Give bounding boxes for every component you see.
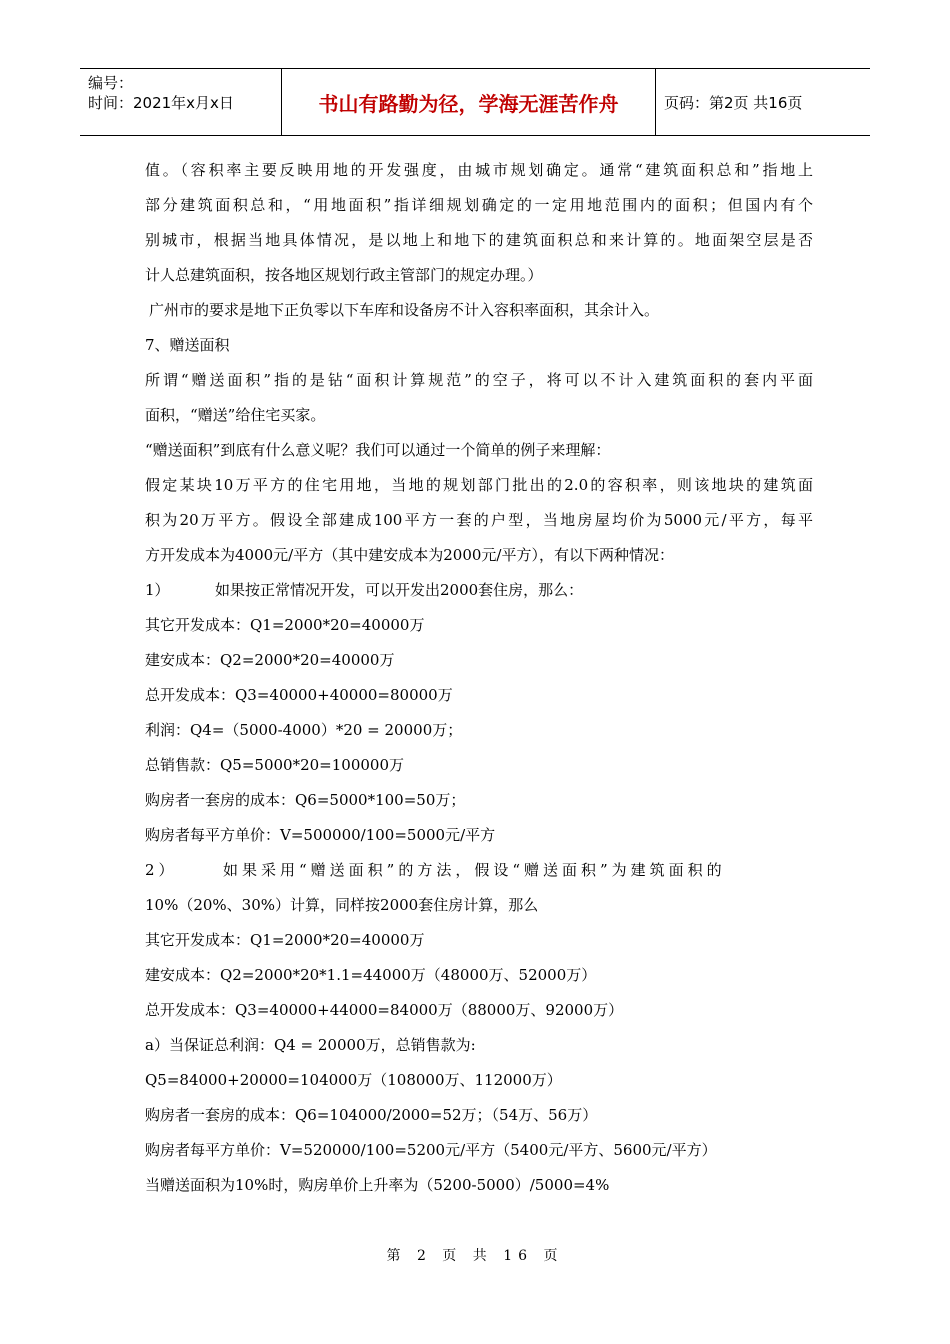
case-1-marker: 1） — [145, 581, 170, 599]
calc-line: 购房者一套房的成本：Q6=5000*100=50万； — [145, 791, 466, 809]
motto: 书山有路勤为径，学海无涯苦作舟 — [282, 69, 656, 135]
calc-line: 建安成本：Q2=2000*20=40000万 — [145, 651, 395, 669]
paragraph-line: 面积，“赠送”给住宅买家。 — [145, 406, 326, 424]
header-table — [80, 68, 870, 136]
case-2-text: 如果采用“赠送面积”的方法，假设“赠送面积”为建筑面积的 — [223, 861, 726, 879]
paragraph-line: 积为20万平方。假设全部建成100平方一套的户型，当地房屋均价为5000元/平方，每平 — [145, 511, 813, 529]
paragraph-line: “赠送面积”到底有什么意义呢？我们可以通过一个简单的例子来理解： — [145, 441, 611, 459]
calc-line: 建安成本：Q2=2000*20*1.1=44000万（48000万、52000万） — [145, 966, 597, 984]
case-1-text: 如果按正常情况开发，可以开发出2000套住房，那么： — [215, 581, 584, 599]
case-2-line — [145, 853, 813, 888]
calc-line: 总开发成本：Q3=40000+44000=84000万（88000万、92000万） — [145, 1001, 624, 1019]
page-footer: 第 2 页 共 16 页 — [386, 1248, 564, 1264]
paragraph-line: 计人总建筑面积，按各地区规划行政主管部门的规定办理。） — [145, 266, 543, 284]
case-2-marker: 2） — [145, 861, 178, 879]
calc-line: 购房者一套房的成本：Q6=104000/2000=52万；（54万、56万） — [145, 1106, 598, 1124]
calc-line: 购房者每平方单价：V=520000/100=5200元/平方（5400元/平方、5600元/平方） — [145, 1141, 717, 1159]
header-left-cell — [80, 69, 282, 135]
document-body — [145, 153, 813, 1203]
paragraph-line: 广州市的要求是地下正负零以下车库和设备房不计入容积率面积，其余计入。 — [149, 301, 660, 319]
calc-line: 总开发成本：Q3=40000+40000=80000万 — [145, 686, 453, 704]
calc-line: 10%（20%、30%）计算，同样按2000套住房计算，那么 — [145, 896, 539, 914]
paragraph-line: 假定某块10万平方的住宅用地，当地的规划部门批出的2.0的容积率，则该地块的建筑面 — [145, 476, 813, 494]
calc-line: 其它开发成本：Q1=2000*20=40000万 — [145, 616, 425, 634]
paragraph-line: 所谓“赠送面积”指的是钻“面积计算规范”的空子，将可以不计入建筑面积的套内平面 — [145, 371, 813, 389]
calc-line: 当赠送面积为10%时，购房单价上升率为（5200-5000）/5000=4% — [145, 1176, 610, 1194]
calc-line: 利润：Q4=（5000-4000）*20 = 20000万； — [145, 721, 463, 739]
paragraph-line: 方开发成本为4000元/平方（其中建安成本为2000元/平方），有以下两种情况： — [145, 546, 674, 564]
calc-line: 总销售款：Q5=5000*20=100000万 — [145, 756, 404, 774]
calc-line: 购房者每平方单价：V=500000/100=5000元/平方 — [145, 826, 496, 844]
page-info: 页码：第2页 共16页 — [664, 93, 803, 112]
calc-line: Q5=84000+20000=104000万（108000万、112000万） — [145, 1071, 562, 1089]
case-1-line — [145, 573, 813, 608]
number-label: 编号： — [88, 74, 134, 92]
section-heading: 7、赠送面积 — [145, 336, 230, 354]
calc-line: a）当保证总利润：Q4 = 20000万，总销售款为: — [145, 1036, 476, 1054]
paragraph-line: 别城市，根据当地具体情况，是以地上和地下的建筑面积总和来计算的。地面架空层是否 — [145, 231, 813, 249]
paragraph-line: 部分建筑面积总和，“用地面积”指详细规划确定的一定用地范围内的面积；但国内有个 — [145, 196, 813, 214]
paragraph-line: 值。（容积率主要反映用地的开发强度，由城市规划确定。通常“建筑面积总和”指地上 — [145, 161, 813, 179]
calc-line: 其它开发成本：Q1=2000*20=40000万 — [145, 931, 425, 949]
date-label: 时间：2021年x月x日 — [88, 94, 234, 112]
